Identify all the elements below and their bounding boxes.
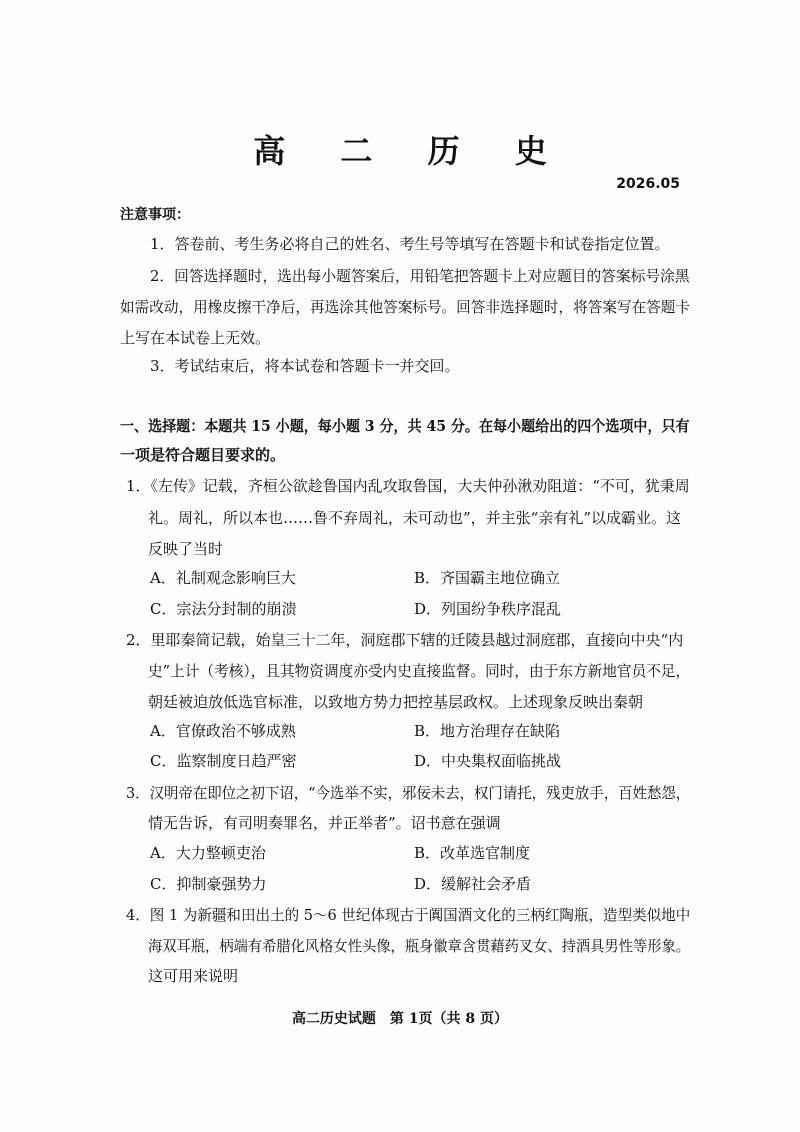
question-2-option-c: C．监察制度日趋严密 bbox=[150, 752, 297, 770]
question-2-option-b: B．地方治理存在缺陷 bbox=[414, 722, 561, 740]
question-1-option-d: D．列国纷争秩序混乱 bbox=[414, 600, 562, 618]
question-4-line-2: 海双耳瓶，柄端有希腊化风格女性头像，瓶身徽章含贯藉药叉女、持酒具男性等形象。 bbox=[148, 937, 691, 955]
question-3-option-b: B．改革选官制度 bbox=[414, 844, 531, 862]
question-2-line-2: 史”上计（考核），且其物资调度亦受内史直接监督。同时，由于东方新地官员不足， bbox=[148, 662, 691, 680]
question-3-line-1: 3．汉明帝在即位之初下诏，“今选举不实，邪佞未去，权门请托，残吏放手，百姓愁怨， bbox=[126, 784, 691, 802]
question-3-option-a: A．大力整顿吏治 bbox=[150, 844, 266, 862]
question-2-option-d: D．中央集权面临挑战 bbox=[414, 752, 562, 770]
question-1-line-3: 反映了当时 bbox=[148, 540, 224, 558]
question-1-option-c: C．宗法分封制的崩溃 bbox=[150, 600, 297, 618]
section-heading-line-2: 一项是符合题目要求的。 bbox=[120, 446, 286, 464]
notice-item-2-line-2: 如需改动，用橡皮擦干净后，再选涂其他答案标号。回答非选择题时，将答案写在答题卡 bbox=[120, 298, 691, 316]
question-2-option-a: A．官僚政治不够成熟 bbox=[150, 722, 296, 740]
question-4-line-3: 这可用来说明 bbox=[148, 967, 239, 985]
question-4-line-1: 4．图 1 为新疆和田出土的 5～6 世纪体现古于阗国酒文化的三柄红陶瓶，造型类似地中 bbox=[126, 906, 691, 924]
question-3-option-c: C．抑制豪强势力 bbox=[150, 875, 267, 893]
question-1-line-1: 1．《左传》记载，齐桓公欲趁鲁国内乱攻取鲁国，大夫仲孙湫劝阻道：“不可，犹秉周 bbox=[126, 477, 690, 495]
notice-heading: 注意事项： bbox=[120, 207, 190, 223]
notice-item-1: 1．答卷前、考生务必将自己的姓名、考生号等填写在答题卡和试卷指定位置。 bbox=[150, 235, 670, 253]
page-title: 高 二 历 史 bbox=[253, 132, 569, 170]
question-1-line-2: 礼。周礼，所以本也……鲁不弃周礼，未可动也”，并主张“亲有礼”以成霸业。这 bbox=[148, 509, 682, 527]
question-1-option-b: B．齐国霸主地位确立 bbox=[414, 569, 561, 587]
notice-item-3: 3．考试结束后，将本试卷和答题卡一并交回。 bbox=[150, 357, 460, 375]
exam-date: 2026.05 bbox=[616, 176, 680, 192]
question-3-option-d: D．缓解社会矛盾 bbox=[414, 875, 532, 893]
question-2-line-3: 朝廷被迫放低选官标准，以致地方势力把控基层政权。上述现象反映出秦朝 bbox=[148, 693, 644, 711]
notice-item-2-line-1: 2．回答选择题时，选出每小题答案后，用铅笔把答题卡上对应题目的答案标号涂黑 bbox=[150, 267, 690, 285]
notice-item-2-line-3: 上写在本试卷上无效。 bbox=[120, 329, 271, 347]
section-heading-line-1: 一、选择题：本题共 15 小题，每小题 3 分，共 45 分。在每小题给出的四个选项中，只有 bbox=[120, 417, 690, 435]
question-2-line-1: 2．里耶秦简记载，始皇三十二年，洞庭郡下辖的迁陵县越过洞庭郡，直接向中央“内 bbox=[126, 631, 684, 649]
page-footer: 高二历史试题 第 1页（共 8 页） bbox=[291, 1011, 509, 1027]
question-3-line-2: 情无告诉，有司明奏罪名，并正举者”。诏书意在强调 bbox=[148, 814, 501, 832]
question-1-option-a: A．礼制观念影响巨大 bbox=[150, 569, 296, 587]
